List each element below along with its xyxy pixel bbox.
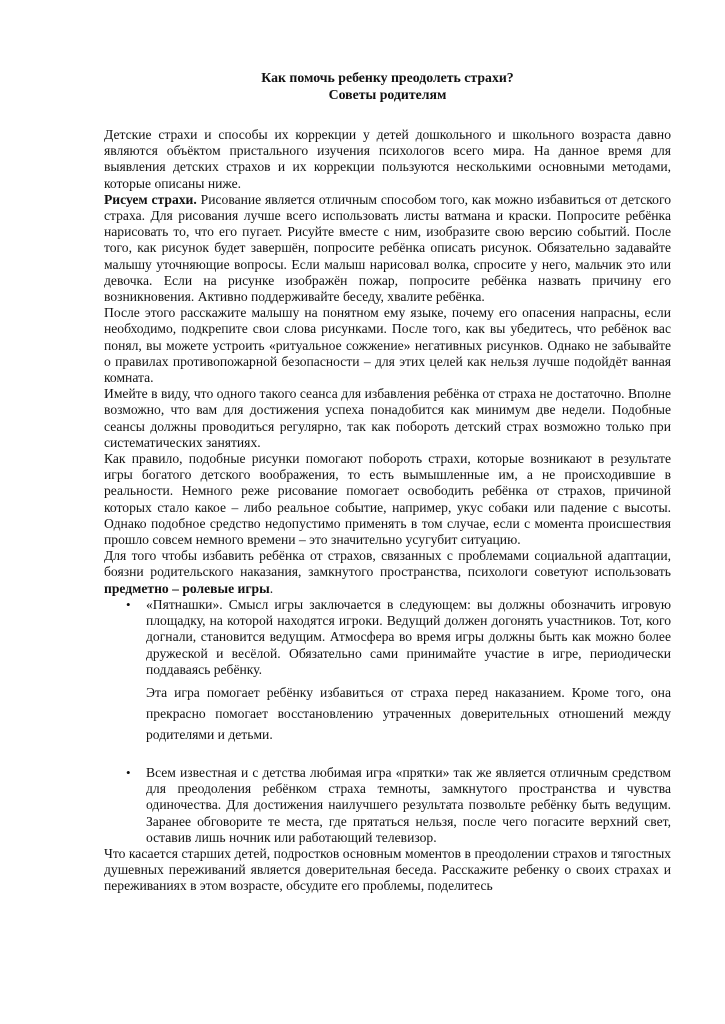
document-page [104, 70, 671, 895]
games-end: . [269, 580, 274, 596]
title-line-1: Как помочь ребенку преодолеть страхи? [261, 70, 514, 85]
drawing-text: Рисование является отличным способом того, как можно избавиться от детского страха. Для рисования лучше всего использовать листы ватмана и краски. Попросите ребёнка нарисовать то, что его пугает. Рисуйте вместе с ним, изобразите свою версию событий. После того, как рисунок будет завершён, попросите ребёнка описать рисунок. Обязательно задавайте малышу уточняющие вопросы. Если малыш нарисовал волка, спросите у него, мальчик это или девочка. Если на рисунке изображён пожар, попросите ребёнка назвать причину его возникновения. Активно поддерживайте беседу, хвалите ребёнка. [104, 191, 672, 305]
hide-and-seek-text: Всем известная и с детства любимая игра «прятки» так же является отличным средством для преодоления ребёнком страха темноты, замкнутого пространства и чувства одиночества. Для достижения наилучшего результата позвольте ребёнку быть ведущим. Заранее обговорите те места, где прятаться нельзя, после чего погасите верхний свет, оставив лишь ночник или работающий телевизор. [146, 764, 671, 845]
games-list [104, 597, 671, 846]
closing-paragraph: Что касается старших детей, подростков основным моментов в преодолении страхов и тягостных душевных переживаний является доверительная беседа. Расскажите ребенку о своих страхах и переживаниях в этом возрасте, обсудите его проблемы, поделитесь [104, 845, 671, 894]
intro-paragraph: Детские страхи и способы их коррекции у детей дошкольного и школьного возраста давно являются объёктом пристального изучения психологов всего мира. На данное время для выявления детских страхов и их коррекции пользуются несколькими основными методами, которые описаны ниже. [104, 127, 671, 191]
list-item [104, 765, 671, 846]
bullet-icon: • [126, 764, 131, 780]
tag-game-text: «Пятнашки». Смысл игры заключается в следующем: вы должны обозначить игровую площадку, на которой находятся игроки. Ведущий должен догонять участников. Тот, кого догнали, становится ведущим. Атмосфера во время игры должны быть как можно более дружеской и весёлой. Обязательно сами принимайте участие в игре, периодически поддаваясь ребёнку. [146, 596, 671, 677]
rule-paragraph: Как правило, подобные рисунки помогают побороть страхи, которые возникают в результате игры богатого детского воображения, то есть вымышленные им, а не происходившие в реальности. Немного реже рисование помогает освободить ребёнка от страхов, причиной которых стало какое – либо реальное событие, например, укус собаки или падение с высоты. Однако подобное средство недопустимо применять в том случае, если с момента происшествия прошло совсем немного времени – это значительно усугубит ситуацию. [104, 451, 671, 548]
drawing-paragraph [104, 192, 671, 305]
tag-game-note: Эта игра помогает ребёнку избавиться от страха перед наказанием. Кроме того, она прекрасно помогает восстановлению утраченных доверительных отношений между родителями и детьми. [146, 684, 671, 742]
list-spacer [104, 745, 671, 765]
games-bold: предметно – ролевые игры [104, 580, 270, 596]
drawing-heading: Рисуем страхи. [104, 191, 197, 207]
after-drawing-paragraph: После этого расскажите малышу на понятном ему языке, почему его опасения напрасны, если необходимо, подкрепите свои слова рисунками. После того, как вы убедитесь, что ребёнок вас понял, вы можете устроить «ритуальное сожжение» негативных рисунков. Однако не забывайте о правилах противопожарной безопасности – для этих целей как нельзя лучше подойдёт ванная комната. [104, 305, 671, 386]
games-paragraph [104, 548, 671, 597]
games-text: Для того чтобы избавить ребёнка от страхов, связанных с проблемами социальной адаптации, боязни родительского наказания, замкнутого пространства, психологи советуют использовать [104, 548, 671, 580]
title-line-2: Советы родителям [328, 86, 447, 102]
sessions-paragraph: Имейте в виду, что одного такого сеанса для избавления ребёнка от страха не достаточно. Вполне возможно, что вам для достижения успеха понадобится как минимум две недели. Подобные сеансы должны проводиться регулярно, так как побороть детский страх возможно только при систематических занятиях. [104, 386, 671, 450]
document-title [104, 70, 671, 103]
bullet-icon: • [126, 596, 131, 612]
list-item [104, 597, 671, 745]
